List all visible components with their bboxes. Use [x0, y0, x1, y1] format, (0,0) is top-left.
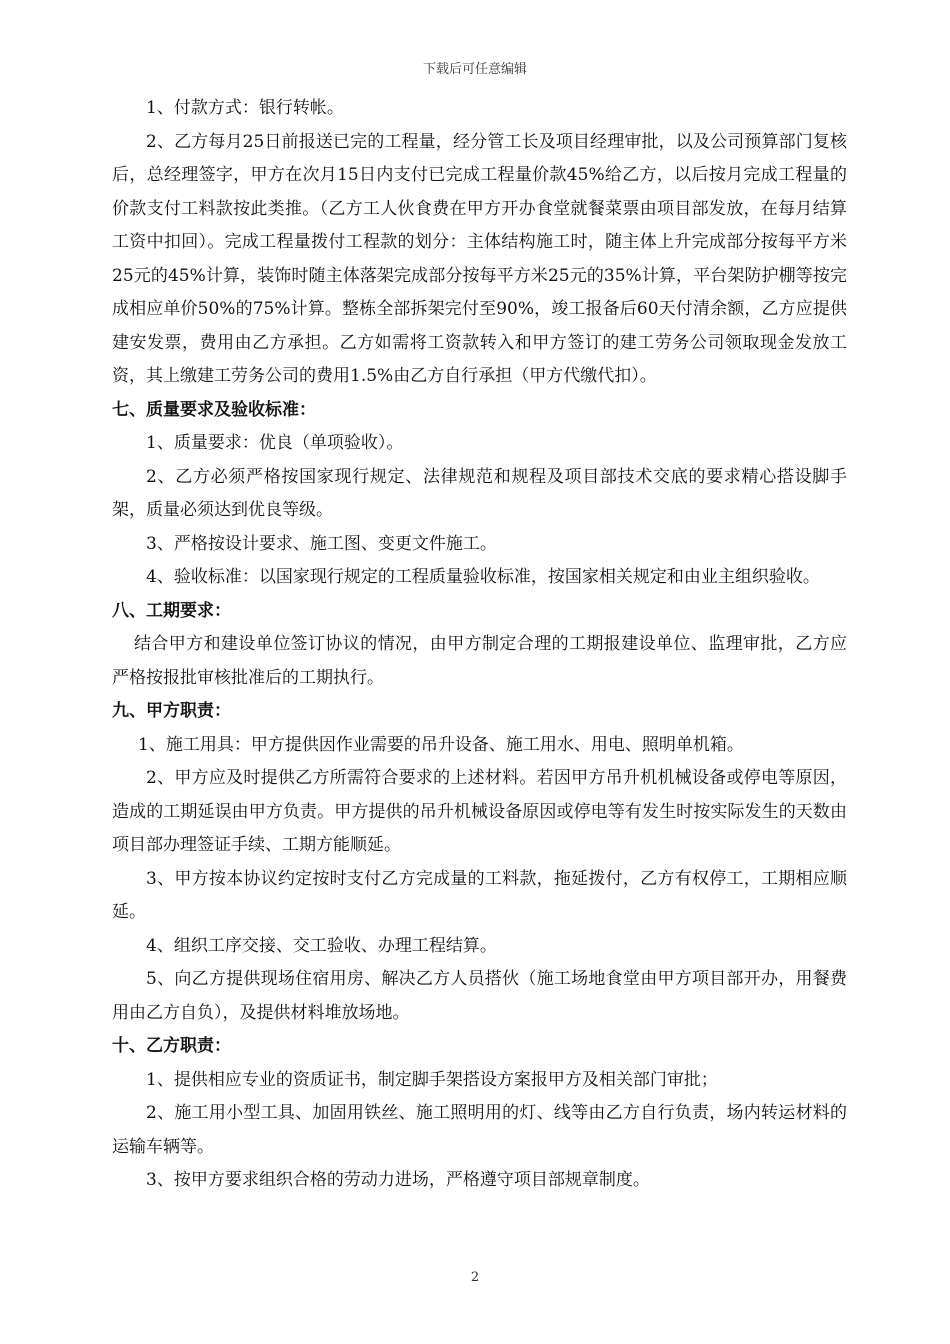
paragraph: 2、甲方应及时提供乙方所需符合要求的上述材料。若因甲方吊升机机械设备或停电等原因，造成的工期延误由甲方负责。甲方提供的吊升机械设备原因或停电等有发生时按实际发生的天数由项目部办理签证手续、工期方能顺延。 [112, 768, 847, 855]
paragraph: 4、验收标准：以国家现行规定的工程质量验收标准，按国家相关规定和由业主组织验收。 [146, 567, 820, 587]
page-header: 下载后可任意编辑 [422, 62, 527, 77]
section-heading: 七、质量要求及验收标准： [112, 399, 316, 420]
paragraph: 1、施工用具：甲方提供因作业需要的吊升设备、施工用水、用电、照明单机箱。 [138, 734, 744, 755]
section-heading: 八、工期要求： [112, 600, 231, 621]
paragraph: 1、提供相应专业的资质证书，制定脚手架搭设方案报甲方及相关部门审批； [146, 1069, 718, 1090]
paragraph: 3、甲方按本协议约定按时支付乙方完成量的工料款，拖延拨付，乙方有权停工，工期相应顺延。 [112, 868, 847, 922]
paragraph: 3、严格按设计要求、施工图、变更文件施工。 [146, 533, 497, 554]
section-heading: 十、乙方职责： [112, 1036, 231, 1056]
paragraph: 3、按甲方要求组织合格的劳动力进场，严格遵守项目部规章制度。 [146, 1170, 650, 1190]
paragraph: 2、乙方每月25日前报送已完的工程量，经分管工长及项目经理审批，以及公司预算部门复核后，总经理签字，甲方在次月15日内支付已完成工程量价款45%给乙方，以后按月完成工程量的价款支付工料款按此类推。（乙方工人伙食费在甲方开办食堂就餐菜票由项目部发放，在每月结算工资中扣回）。完成工程量拨付工程款的划分：主体结构施工时，随主体上升完成部分按每平方米25元的45%计算，装饰时随主体落架完成部分按每平方米25元的35%计算，平台架防护棚等按完成相应单价50%的75%计算。整栋全部拆架完付至90%，竣工报备后60天付清余额，乙方应提供建安发票，费用由乙方承担。乙方如需将工资款转入和甲方签订的建工劳务公司领取现金发放工资，其上缴建工劳务公司的费用1.5%由乙方自行承担（甲方代缴代扣）。 [112, 131, 847, 386]
paragraph: 2、乙方必须严格按国家现行规定、法律规范和规程及项目部技术交底的要求精心搭设脚手架，质量必须达到优良等级。 [112, 466, 847, 520]
document-body [112, 92, 847, 1198]
paragraph: 2、施工用小型工具、加固用铁丝、施工照明用的灯、线等由乙方自行负责，场内转运材料的运输车辆等。 [112, 1103, 847, 1157]
paragraph: 结合甲方和建设单位签订协议的情况，由甲方制定合理的工期报建设单位、监理审批，乙方应严格按报批审核批准后的工期执行。 [112, 634, 847, 688]
paragraph: 1、付款方式：银行转帐。 [146, 98, 344, 118]
paragraph: 5、向乙方提供现场住宿用房、解决乙方人员搭伙（施工场地食堂由甲方项目部开办，用餐费用由乙方自负），及提供材料堆放场地。 [112, 969, 847, 1023]
section-heading: 九、甲方职责： [112, 701, 231, 721]
paragraph: 1、质量要求：优良（单项验收）。 [146, 433, 404, 453]
paragraph: 4、组织工序交接、交工验收、办理工程结算。 [146, 935, 497, 956]
page-number: 2 [470, 1270, 480, 1285]
